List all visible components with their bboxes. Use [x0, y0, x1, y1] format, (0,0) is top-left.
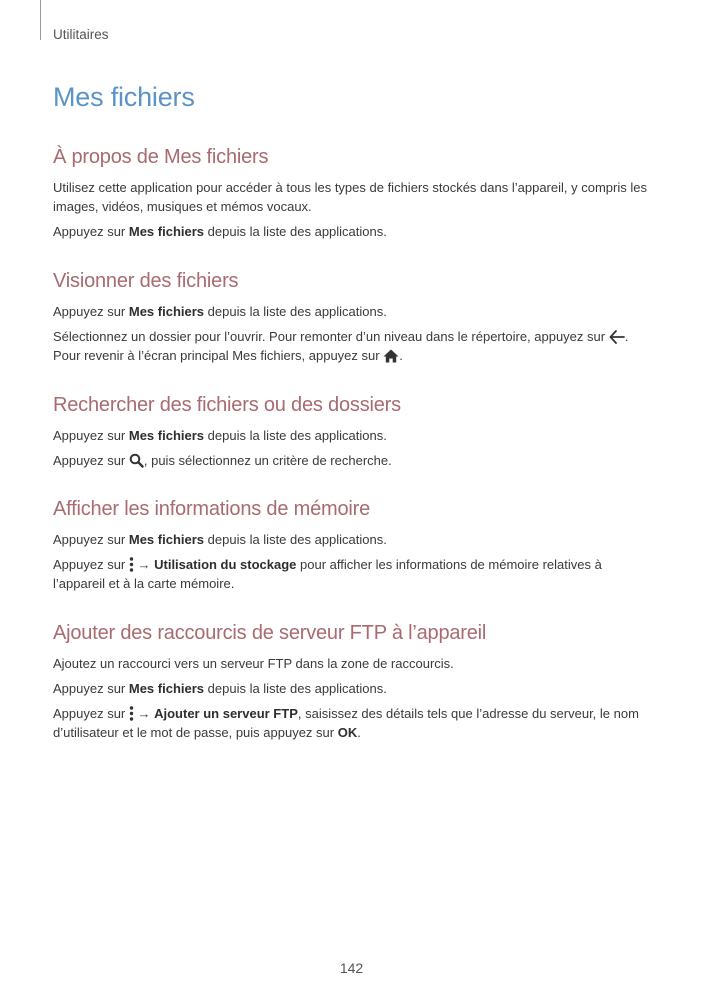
section-heading-view: Visionner des fichiers — [53, 270, 239, 292]
page-number: 142 — [339, 960, 364, 976]
search-criteria-text: Appuyez sur , puis sélectionnez un critère de recherche. — [53, 453, 392, 468]
ftp-add-server-text: Appuyez sur → Ajouter un serveur FTP, saisissez des détails tels que l’adresse du serveur, le nom d’utilisateur et le mot de passe, puis appuyez sur OK. — [53, 706, 639, 740]
search-instruction: Appuyez sur Mes fichiers depuis la liste des applications. — [53, 428, 387, 443]
section-heading-memory: Afficher les informations de mémoire — [53, 498, 371, 520]
ok-label: OK — [337, 725, 358, 740]
menu-option-add-ftp: Ajouter un serveur FTP — [154, 706, 298, 721]
section-heading-ftp: Ajouter des raccourcis de serveur FTP à l’appareil — [53, 622, 487, 644]
page-title: Mes fichiers — [53, 82, 195, 112]
app-name: Mes fichiers — [128, 681, 205, 696]
app-name: Mes fichiers — [128, 532, 205, 547]
section-heading-search: Rechercher des fichiers ou des dossiers — [53, 394, 401, 416]
header-rule — [40, 0, 41, 40]
app-name: Mes fichiers — [128, 224, 205, 239]
menu-option-storage: Utilisation du stockage — [154, 557, 297, 572]
section-ftp — [53, 622, 653, 748]
ftp-instruction: Appuyez sur Mes fichiers depuis la liste des applications. — [53, 681, 387, 696]
app-name: Mes fichiers — [128, 304, 205, 319]
back-arrow-icon — [609, 330, 625, 344]
section-heading-about: À propos de Mes fichiers — [53, 146, 269, 168]
app-name: Mes fichiers — [128, 428, 205, 443]
ftp-intro: Ajoutez un raccourci vers un serveur FTP dans la zone de raccourcis. — [53, 656, 454, 671]
memory-instruction: Appuyez sur Mes fichiers depuis la liste des applications. — [53, 532, 387, 547]
about-paragraph: Utilisez cette application pour accéder à tous les types de fichiers stockés dans l’appareil, y compris les images, vidéos, musiques et mémos vocaux. — [53, 180, 647, 214]
header-section-label: Utilitaires — [53, 27, 109, 42]
section-memory — [53, 498, 653, 599]
section-search — [53, 394, 653, 476]
section-view — [53, 270, 653, 371]
home-icon — [383, 349, 399, 363]
about-instruction: Appuyez sur Mes fichiers depuis la liste des applications. — [53, 224, 387, 239]
view-navigation-text: Sélectionnez un dossier pour l’ouvrir. Pour remonter d’un niveau dans le répertoire, appuyez sur . Pour revenir à l’écran principal Mes fichiers, appuyez sur . — [53, 329, 629, 363]
memory-storage-text: Appuyez sur → Utilisation du stockage pour afficher les informations de mémoire relatives à l’appareil et à la carte mémoire. — [53, 557, 602, 591]
view-instruction: Appuyez sur Mes fichiers depuis la liste des applications. — [53, 304, 387, 319]
section-about — [53, 146, 653, 247]
search-icon — [129, 453, 144, 468]
